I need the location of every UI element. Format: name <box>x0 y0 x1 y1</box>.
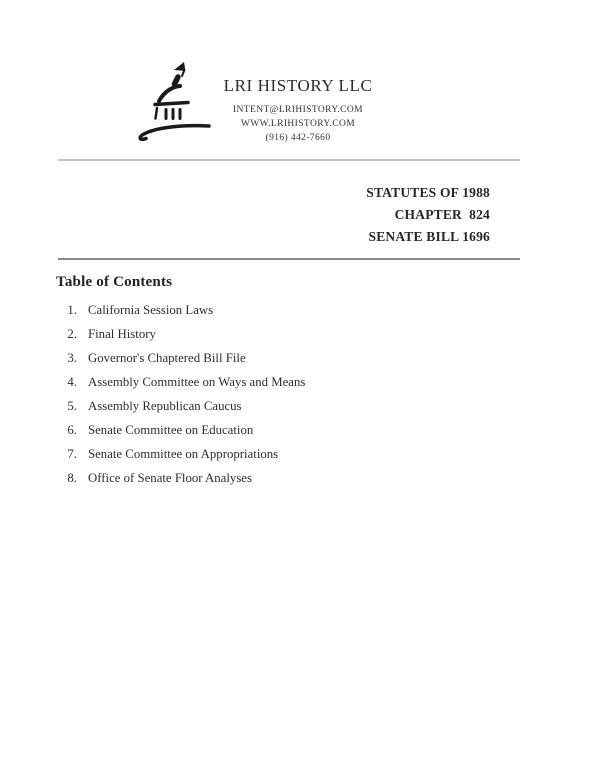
toc-list <box>56 302 476 494</box>
toc-item <box>56 398 476 422</box>
toc-item <box>56 470 476 494</box>
toc-item-number: 6. <box>67 423 77 437</box>
toc-item <box>56 350 476 374</box>
toc-item-title: California Session Laws <box>88 303 214 317</box>
toc-item-number: 4. <box>67 375 77 389</box>
toc-item <box>56 302 476 326</box>
toc-item-number: 8. <box>67 471 77 485</box>
chapter-line: CHAPTER 824 <box>394 207 490 222</box>
toc-item-number: 5. <box>67 399 77 413</box>
divider-middle <box>58 258 520 260</box>
company-name: LRI HISTORY LLC <box>223 76 373 95</box>
toc-item <box>56 374 476 398</box>
contact-email: INTENT@LRIHISTORY.COM <box>232 105 363 115</box>
toc-item <box>56 422 476 446</box>
toc-item <box>56 326 476 350</box>
toc-item-title: Assembly Republican Caucus <box>88 399 242 413</box>
toc-item-title: Senate Committee on Education <box>88 423 254 437</box>
letterhead <box>178 76 418 145</box>
toc-item-title: Final History <box>88 327 156 341</box>
bill-reference <box>366 182 490 248</box>
toc-item <box>56 446 476 470</box>
divider-top <box>58 159 520 161</box>
toc-item-number: 2. <box>67 327 77 341</box>
toc-item-number: 7. <box>67 447 77 461</box>
toc-item-number: 1. <box>67 303 77 317</box>
contact-website: WWW.LRIHISTORY.COM <box>240 119 356 129</box>
toc-item-title: Governor's Chaptered Bill File <box>88 351 246 365</box>
toc-item-title: Senate Committee on Appropriations <box>88 447 279 461</box>
statutes-line: STATUTES OF 1988 <box>366 185 490 200</box>
toc-item-title: Office of Senate Floor Analyses <box>88 471 252 485</box>
contact-phone: (916) 442-7660 <box>265 133 331 143</box>
toc-heading: Table of Contents <box>56 274 173 290</box>
toc-item-number: 3. <box>67 351 77 365</box>
logo-flag <box>174 62 186 71</box>
toc-item-title: Assembly Committee on Ways and Means <box>88 375 306 389</box>
senate-bill-line: SENATE BILL 1696 <box>368 229 490 244</box>
